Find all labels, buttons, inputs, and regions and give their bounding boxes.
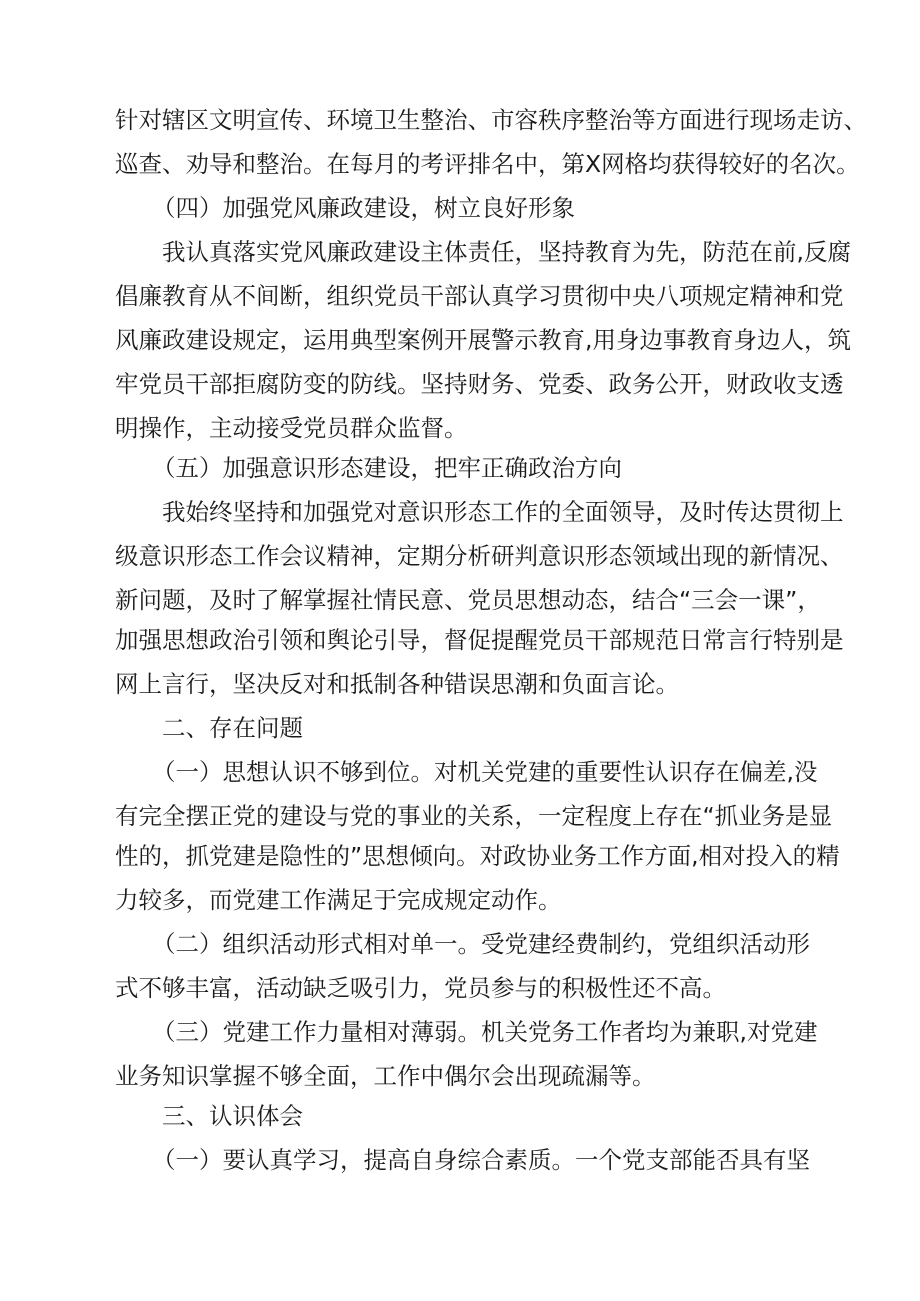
section-heading: （五）加强意识形态建设，把牢正确政治方向: [152, 454, 622, 482]
section-heading: （一）要认真学习，提高自身综合素质。一个党支部能否具有坚: [152, 1146, 810, 1174]
text-line: 性的，抓党建是隐性的”思想倾向。对政协业务工作方面,相对投入的精: [115, 842, 840, 870]
section-heading: 三、认识体会: [162, 1102, 303, 1130]
text-line: 巡查、劝导和整治。在每月的考评排名中，第X网格均获得较好的名次。: [115, 150, 860, 178]
text-line: 我始终坚持和加强党对意识形态工作的全面领导，及时传达贯彻上: [162, 498, 844, 526]
section-heading: （三）党建工作力量相对薄弱。机关党务工作者均为兼职,对党建: [152, 1018, 818, 1046]
section-heading: （四）加强党风廉政建设，树立良好形象: [152, 194, 575, 222]
text-line: 有完全摆正党的建设与党的事业的关系，一定程度上存在“抓业务是显: [115, 802, 833, 830]
section-heading: 二、存在问题: [162, 714, 303, 742]
text-line: 级意识形态工作会议精神，定期分析研判意识形态领域出现的新情况、: [115, 542, 844, 570]
text-line: 针对辖区文明宣传、环境卫生整治、市容秩序整治等方面进行现场走访、: [115, 106, 867, 134]
text-line: 牢党员干部拒腐防变的防线。坚持财务、党委、政务公开，财政收支透: [115, 370, 844, 398]
text-line: 风廉政建设规定，运用典型案例开展警示教育,用身边事教育身边人，筑: [115, 326, 851, 354]
text-line: 倡廉教育从不间断，组织党员干部认真学习贯彻中央八项规定精神和党: [115, 282, 844, 310]
text-line: 加强思想政治引领和舆论引导，督促提醒党员干部规范日常言行特别是: [115, 626, 844, 654]
text-line: 式不够丰富，活动缺乏吸引力，党员参与的积极性还不高。: [115, 974, 726, 1002]
text-line: 我认真落实党风廉政建设主体责任，坚持教育为先，防范在前,反腐: [162, 238, 851, 266]
section-heading: （二）组织活动形式相对单一。受党建经费制约，党组织活动形: [152, 930, 810, 958]
text-line: 新问题，及时了解掌握社情民意、党员思想动态，结合“三会一课”，: [115, 586, 821, 614]
section-heading: （一）思想认识不够到位。对机关党建的重要性认识存在偏差,没: [152, 758, 818, 786]
text-line: 业务知识掌握不够全面，工作中偶尔会出现疏漏等。: [115, 1062, 656, 1090]
text-line: 明操作，主动接受党员群众监督。: [115, 414, 468, 442]
text-line: 网上言行，坚决反对和抵制各种错误思潮和负面言论。: [115, 670, 679, 698]
text-line: 力较多，而党建工作满足于完成规定动作。: [115, 886, 562, 914]
